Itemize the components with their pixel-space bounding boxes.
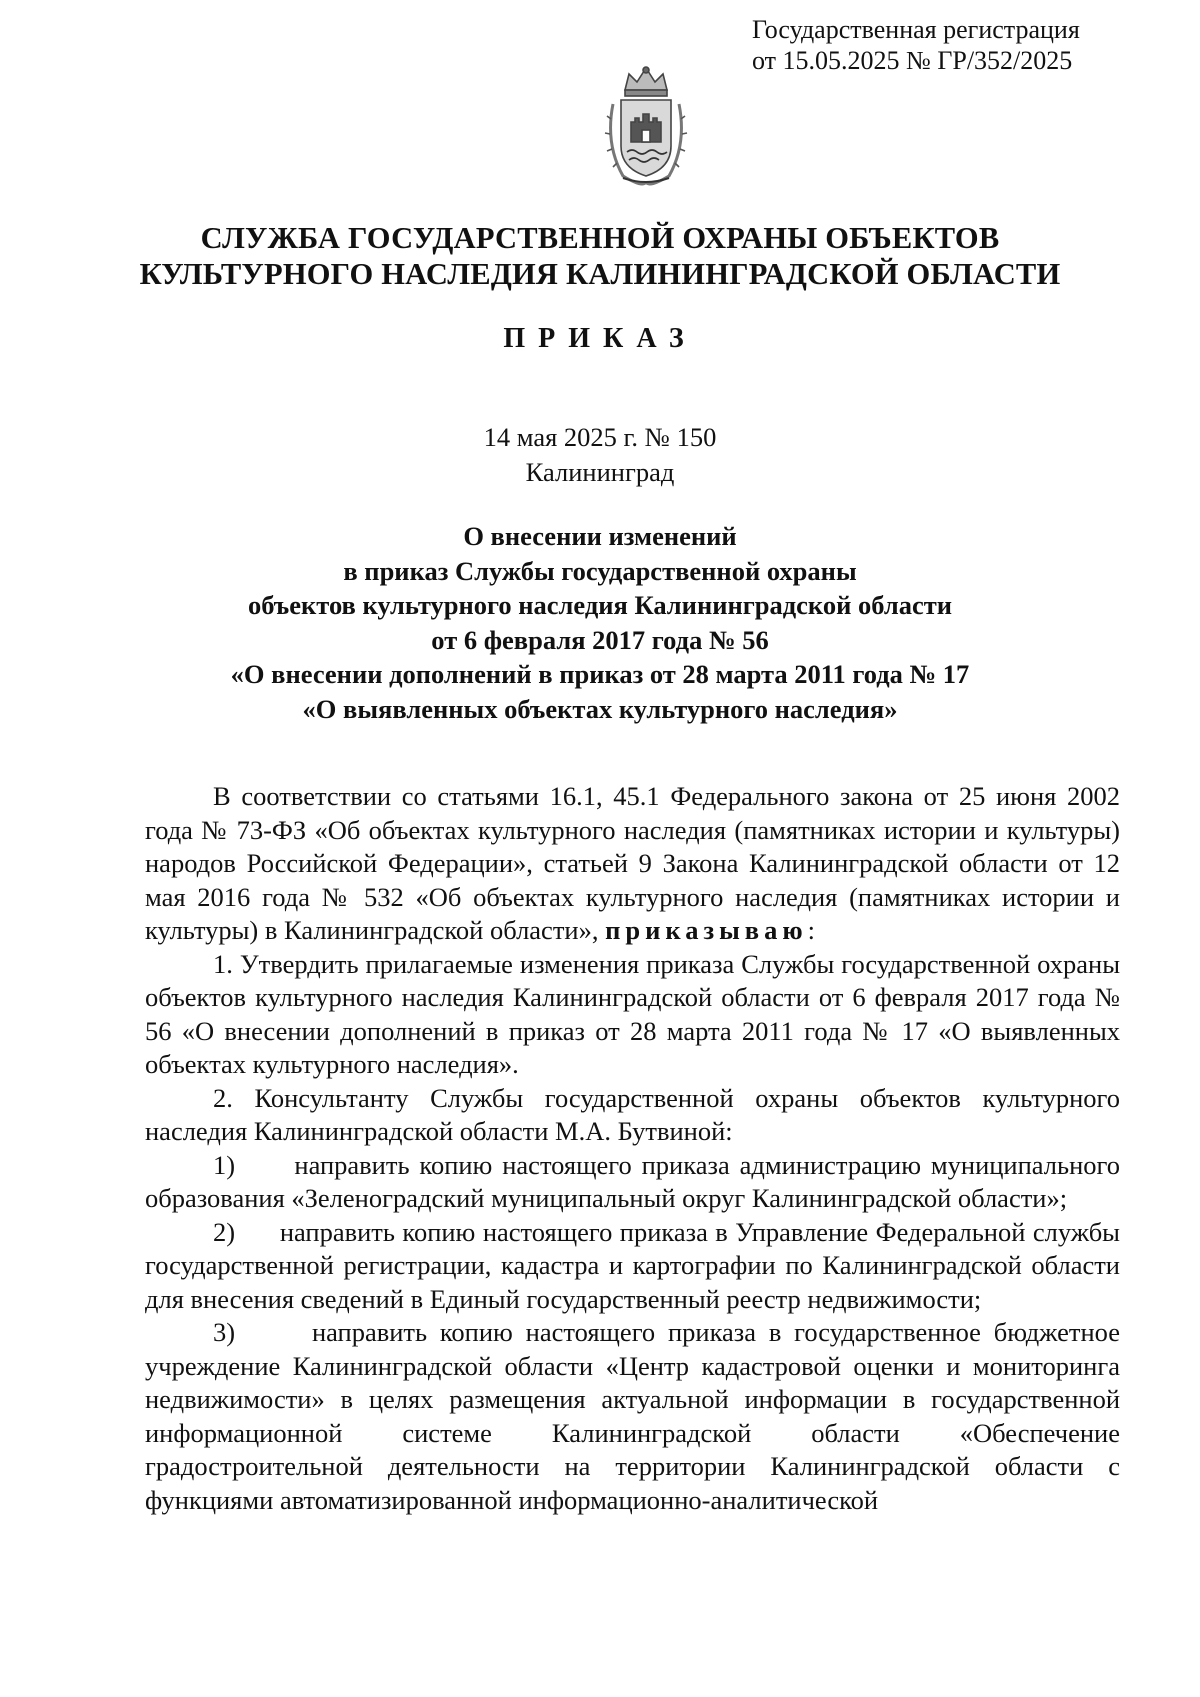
registration-line-2: от 15.05.2025 № ГР/352/2025 bbox=[752, 46, 1073, 75]
item-1: 1. Утвердить прилагаемые изменения приказа Службы государственной охраны объектов культурного наследия Калининградской области от 6 февраля 2017 года № 56 «О внесении дополнений в приказ от 28 марта 2011 года № 17 «О выявленных объектах культурного наследия». bbox=[145, 948, 1120, 1079]
order-colon: : bbox=[807, 915, 815, 945]
title-line: объектов культурного наследия Калининградской области bbox=[247, 590, 953, 620]
document-title bbox=[0, 519, 1200, 726]
city: Калининград bbox=[525, 457, 675, 487]
title-line: в приказ Службы государственной охраны bbox=[343, 555, 857, 586]
preamble-paragraph bbox=[145, 780, 1120, 948]
date-number: 14 мая 2025 г. № 150 bbox=[483, 422, 717, 452]
title-line: «О внесении дополнений в приказ от 28 марта 2011 года № 17 bbox=[230, 659, 970, 689]
state-registration-stamp bbox=[752, 14, 1080, 76]
agency-name bbox=[0, 220, 1200, 292]
document-type: ПРИКАЗ bbox=[503, 323, 697, 354]
subitem-2: 2) направить копию настоящего приказа в Управление Федеральной службы государственной регистрации, кадастра и картографии по Калининградской области для внесения сведений в Единый государственный реестр недвижимости; bbox=[145, 1216, 1120, 1314]
item-2: 2. Консультанту Службы государственной охраны объектов культурного наследия Калининградской области М.А. Бутвиной: bbox=[145, 1082, 1120, 1146]
title-line: О внесении изменений bbox=[463, 521, 737, 551]
date-and-place bbox=[0, 420, 1200, 490]
title-line: «О выявленных объектах культурного наследия» bbox=[302, 693, 898, 724]
subitem-1: 1) направить копию настоящего приказа администрацию муниципального образования «Зеленоградский муниципальный округ Калининградской области»; bbox=[145, 1149, 1120, 1213]
coat-of-arms-icon bbox=[603, 64, 689, 189]
agency-line-2: КУЛЬТУРНОГО НАСЛЕДИЯ КАЛИНИНГРАДСКОЙ ОБЛАСТИ bbox=[139, 257, 1061, 291]
title-line: от 6 февраля 2017 года № 56 bbox=[431, 624, 769, 655]
agency-line-1: СЛУЖБА ГОСУДАРСТВЕННОЙ ОХРАНЫ ОБЪЕКТОВ bbox=[200, 221, 1000, 255]
preamble-text: В соответствии со статьями 16.1, 45.1 Федерального закона от 25 июня 2002 года № 73-ФЗ «Об объектах культурного наследия (памятниках истории и культуры) народов Российской Федерации», статьей 9 Закона Калининградской области от 12 мая 2016 года № 532 «Об объектах культурного наследия (памятниках истории и культуры) в Калининградской области», bbox=[145, 781, 1120, 945]
registration-line-1: Государственная регистрация bbox=[752, 15, 1080, 44]
document-body bbox=[145, 780, 1120, 1517]
order-word: приказываю bbox=[605, 915, 808, 945]
subitem-3: 3) направить копию настоящего приказа в государственное бюджетное учреждение Калининградской области «Центр кадастровой оценки и мониторинга недвижимости» в целях размещения актуальной информации в государственной информационной системе Калининградской области «Обеспечение градостроительной деятельности на территории Калининградской области с функциями автоматизированной информационно-аналитической bbox=[145, 1317, 1120, 1515]
